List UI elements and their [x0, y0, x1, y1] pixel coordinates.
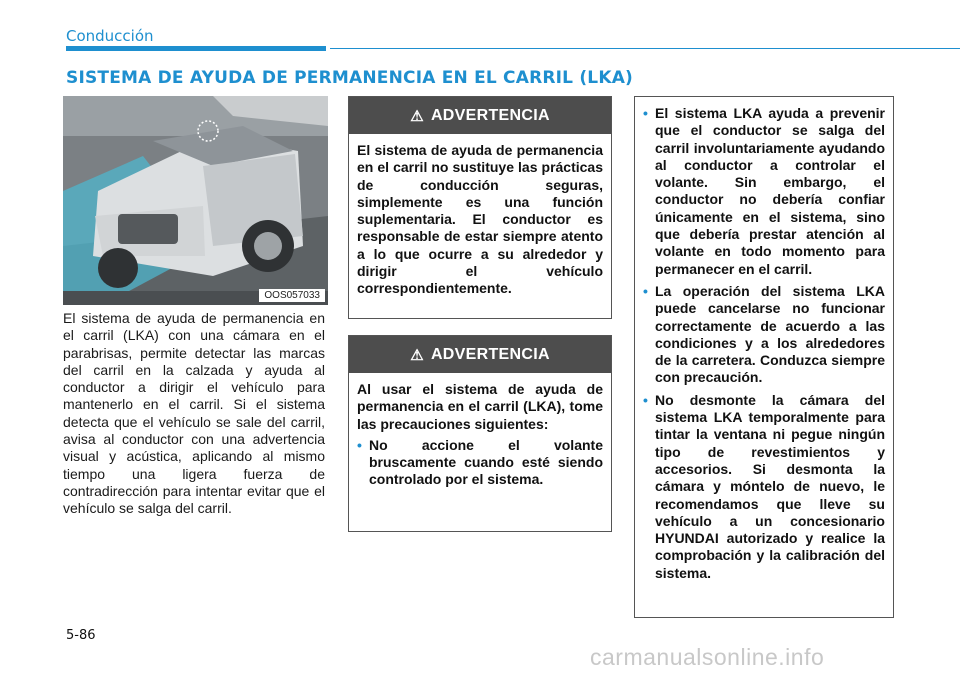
car-illustration	[63, 96, 328, 305]
warning-text: El sistema de ayuda de permanencia en el carril no sustituye las prácticas de conducción seguras, simplemente es una función suplementaria. El conductor es responsable de estar siempre atento a lo que ocurre a su alrededor y dirigir el vehículo correspondientemente.	[357, 142, 603, 297]
list-item	[643, 283, 885, 387]
list-item-text: No accione el volante bruscamente cuando esté siendo controlado por el sistema.	[369, 436, 603, 488]
figure-code: OOS057033	[259, 289, 325, 302]
warning-label: ADVERTENCIA	[430, 345, 550, 363]
list-item-text: El sistema LKA ayuda a prevenir que el conductor se salga del carril involuntariamente ayudando al conductor a controlar el volante. Sin embargo, el conductor no debería confiar únicamente en el sistema, sino que debería prestar atención al volante en todo momento para permanecer en el carril.	[655, 105, 885, 277]
page-title: SISTEMA DE AYUDA DE PERMANENCIA EN EL CARRIL (LKA)	[66, 68, 634, 88]
bullet-icon: •	[357, 436, 362, 453]
bullet-icon: •	[643, 391, 648, 408]
warning-text: Al usar el sistema de ayuda de permanencia en el carril (LKA), tome las precauciones siguientes:	[357, 381, 603, 432]
list-item	[357, 437, 603, 489]
bullet-icon: •	[643, 282, 648, 299]
warning-content	[349, 373, 611, 495]
warning-header	[349, 336, 611, 373]
warning-header	[349, 97, 611, 134]
warning-triangle-icon: ⚠	[410, 346, 424, 364]
page-number: 5-86	[66, 628, 96, 643]
header-rule-thin	[330, 48, 960, 49]
warning-triangle-icon: ⚠	[410, 107, 424, 125]
list-item-text: La operación del sistema LKA puede cancelarse no funcionar correctamente de acuerdo a las condiciones y a los alrededores de la carretera. Conduzca siempre con precaución.	[655, 282, 885, 386]
section-label: Conducción	[66, 27, 154, 45]
list-item	[643, 392, 885, 582]
list-item	[643, 105, 885, 278]
notes-box	[634, 96, 894, 618]
warning-label: ADVERTENCIA	[430, 106, 550, 124]
car-lka-photo	[63, 96, 328, 305]
warning-box-2	[348, 335, 612, 532]
bullet-icon: •	[643, 105, 648, 121]
list-item-text: No desmonte la cámara del sistema LKA temporalmente para tintar la ventana ni pegue ningún tipo de revestimientos y accesorios. Si desmonta la cámara y móntelo de nuevo, le recomendamos que lleve su vehículo a un concesionario HYUNDAI autorizado y realice la comprobación y la calibración del sistema.	[655, 391, 885, 581]
warning-box-1	[348, 96, 612, 319]
watermark: carmanualsonline.info	[590, 644, 825, 670]
intro-paragraph: El sistema de ayuda de permanencia en el carril (LKA) con una cámara en el parabrisas, permite detectar las marcas del carril en la calzada y ayuda al conductor a dirigir el vehículo para mantenerlo en el carril. Si el sistema detecta que el vehículo se sale del carril, avisa al conductor con una advertencia visual y acústica, aplicando al mismo tiempo una ligera fuerza de contradirección para intentar evitar que el vehículo se salga del carril.	[63, 310, 325, 517]
header-rule-thick	[66, 46, 326, 51]
